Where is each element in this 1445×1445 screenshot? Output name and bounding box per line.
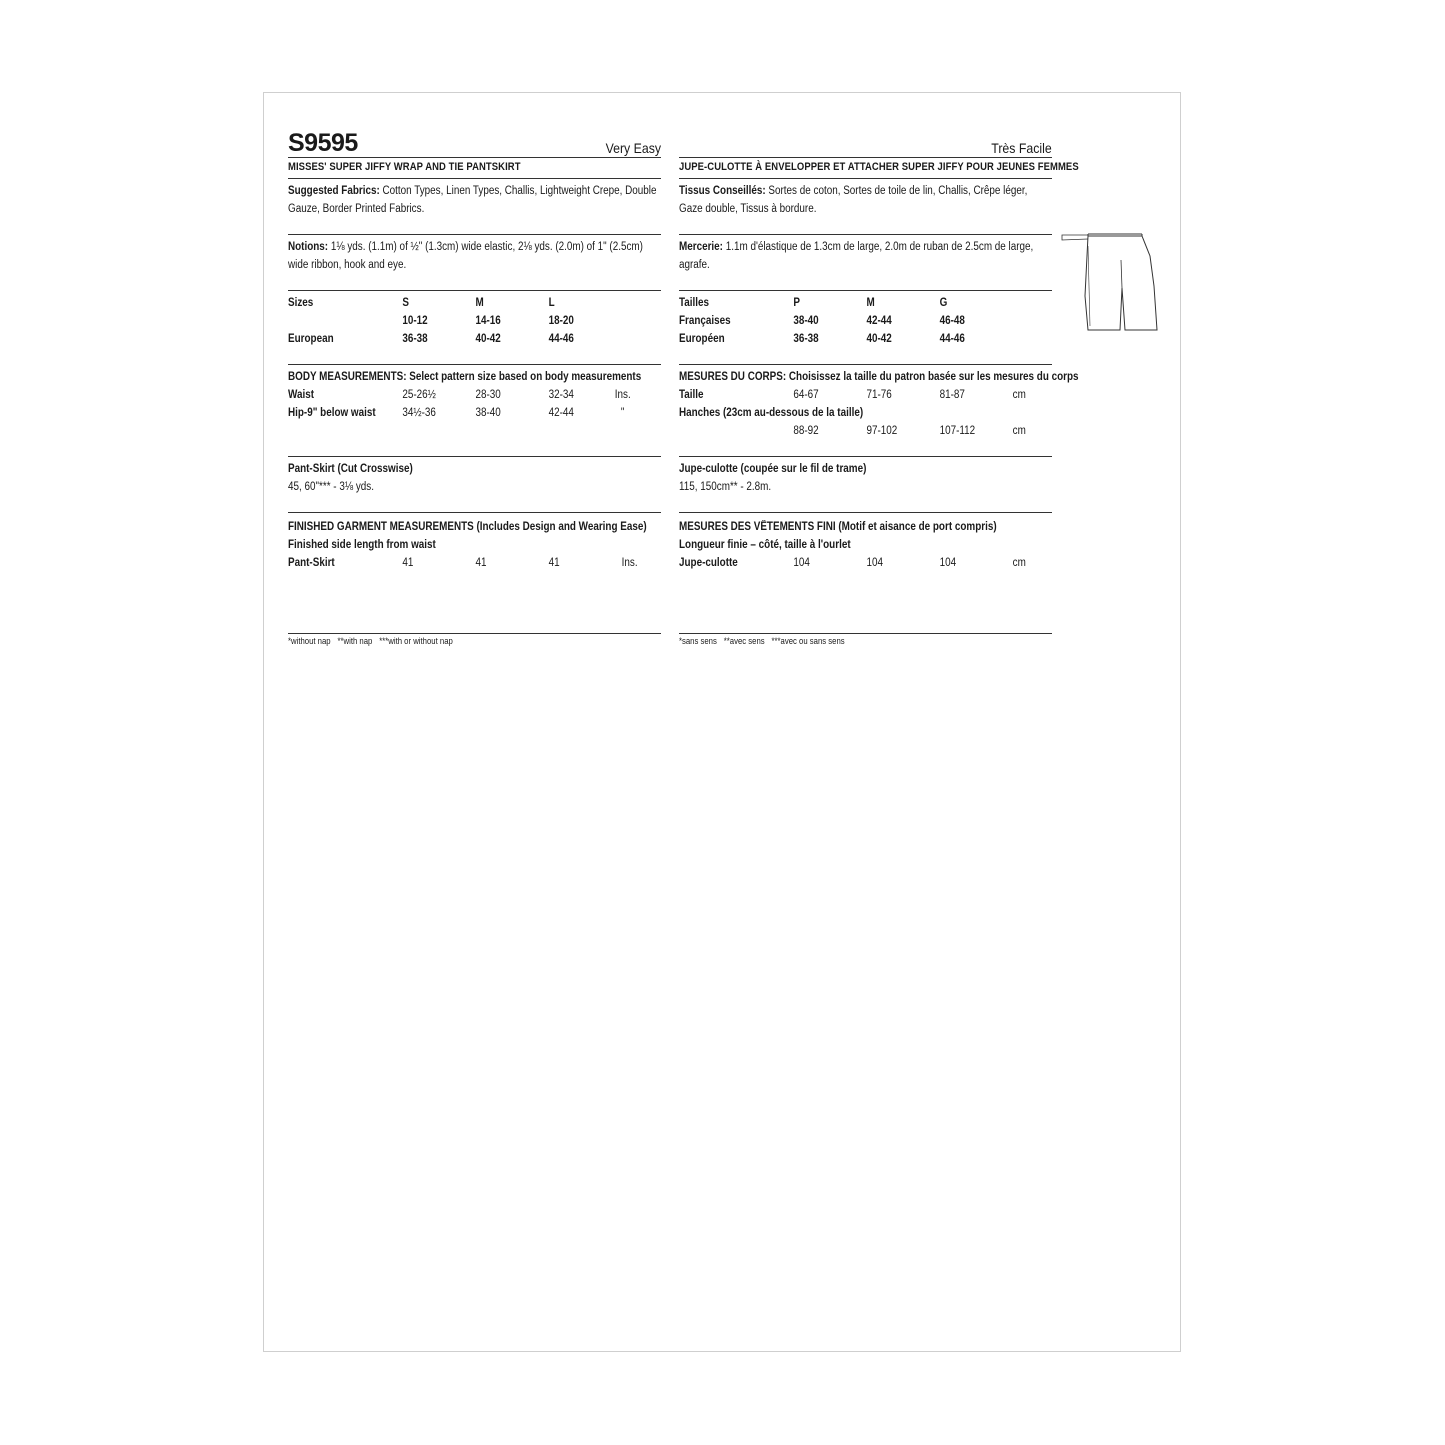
measure-value: 64-67 — [793, 389, 819, 401]
pattern-title: MISSES' SUPER JIFFY WRAP AND TIE PANTSKIRT — [288, 161, 521, 173]
size-value: 14-16 — [475, 315, 501, 327]
measure-value: 41 — [402, 557, 414, 569]
row-label: Hip-9" below waist — [288, 407, 376, 419]
size-s: S — [402, 297, 409, 309]
heading-text: Jupe-culotte (coupée sur le fil de trame) — [679, 463, 867, 475]
notions-text: 1.1m d'élastique de 1.3cm de large, 2.0m de ruban de 2.5cm de large, agrafe. — [679, 241, 1034, 271]
yardage-row — [679, 478, 1052, 496]
heading-text: BODY MEASUREMENTS: Select pattern size based on body measurements — [288, 371, 642, 383]
unit: cm — [1012, 425, 1026, 437]
measure-value: 34½-36 — [402, 407, 436, 419]
unit: Ins. — [621, 557, 638, 569]
pattern-envelope-back — [263, 92, 1181, 1352]
size-m: M — [475, 297, 484, 309]
measure-value: 38-40 — [475, 407, 501, 419]
measure-value: 28-30 — [475, 389, 501, 401]
row-label: Européen — [679, 333, 725, 345]
measure-value: 104 — [939, 557, 957, 569]
size-value: 44-46 — [548, 333, 574, 345]
heading-text: FINISHED GARMENT MEASUREMENTS (Includes Design and Wearing Ease) — [288, 521, 647, 533]
hip-label-row — [679, 404, 1052, 422]
finished-sub — [679, 536, 1052, 554]
unit: Ins. — [614, 389, 631, 401]
measure-value: 25-26½ — [402, 389, 436, 401]
row-label: Hanches (23cm au-dessous de la taille) — [679, 407, 864, 419]
sizes-european-row — [288, 330, 661, 348]
finished-row — [288, 554, 661, 572]
finished-heading — [288, 518, 661, 536]
yardage-text: 45, 60"*** - 3⅛ yds. — [288, 481, 374, 493]
size-value: 42-44 — [866, 315, 892, 327]
measure-value: 81-87 — [939, 389, 965, 401]
fabrics-label: Suggested Fabrics: — [288, 185, 380, 197]
divider — [679, 178, 1052, 179]
measure-value: 41 — [548, 557, 560, 569]
yardage-row — [288, 478, 661, 496]
row-label: European — [288, 333, 334, 345]
measure-value: 32-34 — [548, 389, 574, 401]
size-value: 44-46 — [939, 333, 965, 345]
yardage-heading — [679, 460, 1052, 478]
measure-value: 107-112 — [939, 425, 976, 437]
unit: cm — [1012, 389, 1026, 401]
finished-sub — [288, 536, 661, 554]
sizes-header-row — [288, 294, 661, 312]
sizes-us-row — [288, 312, 661, 330]
sizes-label: Sizes — [288, 297, 314, 309]
divider — [288, 234, 661, 235]
difficulty-level: Très Facile — [991, 140, 1052, 156]
footnote: ***avec ou sans sens — [771, 636, 845, 646]
footnote: *without nap — [288, 636, 331, 646]
row-label: Taille — [679, 389, 704, 401]
divider — [679, 512, 1052, 513]
divider — [679, 456, 1052, 457]
unit: cm — [1012, 557, 1026, 569]
sizes-european-row — [679, 330, 1052, 348]
divider — [288, 364, 661, 365]
fabrics-text: Cotton Types, Linen Types, Challis, Lightweight Crepe, Double Gauze, Border Printed Fabrics. — [288, 185, 657, 215]
notions-label: Mercerie: — [679, 241, 723, 253]
pantskirt-line-drawing-icon — [1060, 226, 1160, 336]
size-m: M — [866, 297, 875, 309]
unit: " — [620, 407, 625, 419]
finished-heading — [679, 518, 1052, 536]
divider — [288, 512, 661, 513]
size-l: L — [548, 297, 555, 309]
measure-value: 71-76 — [866, 389, 892, 401]
footnote: ***with or without nap — [379, 636, 453, 646]
pattern-number: S9595 — [288, 129, 358, 157]
measure-value: 42-44 — [548, 407, 574, 419]
divider — [288, 456, 661, 457]
size-value: 36-38 — [402, 333, 428, 345]
row-label: Françaises — [679, 315, 731, 327]
suggested-fabrics — [288, 182, 661, 218]
finished-row — [679, 554, 1052, 572]
pattern-title: JUPE-CULOTTE À ENVELOPPER ET ATTACHER SUPER JIFFY POUR JEUNES FEMMES — [679, 161, 1079, 173]
size-value: 18-20 — [548, 315, 574, 327]
fabrics-text: Sortes de coton, Sortes de toile de lin, Challis, Crêpe léger, Gaze double, Tissus à bordure. — [679, 185, 1028, 215]
waist-row — [288, 386, 661, 404]
measure-value: 104 — [793, 557, 810, 569]
sizes-header-row — [679, 294, 1052, 312]
footnotes — [288, 635, 661, 647]
sizes-label: Tailles — [679, 297, 710, 309]
fabrics-label: Tissus Conseillés: — [679, 185, 766, 197]
measure-value: 88-92 — [793, 425, 819, 437]
header — [679, 129, 1052, 158]
notions-text: 1⅛ yds. (1.1m) of ½" (1.3cm) wide elastic, 2⅛ yds. (2.0m) of 1" (2.5cm) wide ribbon, hook and eye. — [288, 241, 643, 271]
suggested-fabrics — [679, 182, 1052, 218]
subheading-text: Finished side length from waist — [288, 539, 436, 551]
divider — [288, 290, 661, 291]
size-value: 46-48 — [939, 315, 965, 327]
body-measurements-heading — [679, 368, 1079, 386]
heading-text: MESURES DES VÊTEMENTS FINI (Motif et aisance de port compris) — [679, 521, 997, 533]
row-label: Jupe-culotte — [679, 557, 738, 569]
size-value: 10-12 — [402, 315, 428, 327]
divider — [288, 178, 661, 179]
body-measurements-heading — [288, 368, 661, 386]
size-l: G — [939, 297, 948, 309]
hip-row — [679, 422, 1052, 440]
waist-row — [679, 386, 1052, 404]
notions-label: Notions: — [288, 241, 329, 253]
yardage-heading — [288, 460, 661, 478]
measure-value: 97-102 — [866, 425, 898, 437]
header — [288, 129, 661, 158]
size-value: 36-38 — [793, 333, 819, 345]
difficulty-level: Very Easy — [605, 140, 661, 156]
size-value: 38-40 — [793, 315, 819, 327]
measure-value: 104 — [866, 557, 883, 569]
footnote: **with nap — [337, 636, 373, 646]
sizes-french-row — [679, 312, 1052, 330]
row-label: Waist — [288, 389, 315, 401]
divider — [679, 234, 1052, 235]
notions — [288, 238, 661, 274]
divider — [288, 633, 661, 634]
hip-row — [288, 404, 661, 422]
yardage-text: 115, 150cm** - 2.8m. — [679, 481, 772, 493]
size-value: 40-42 — [866, 333, 892, 345]
row-label: Pant-Skirt — [288, 557, 335, 569]
notions — [679, 238, 1052, 274]
divider — [679, 364, 1052, 365]
size-value: 40-42 — [475, 333, 501, 345]
divider — [679, 633, 1052, 634]
footnotes — [679, 635, 1052, 647]
footnote: *sans sens — [679, 636, 717, 646]
footnote: **avec sens — [723, 636, 765, 646]
heading-text: MESURES DU CORPS: Choisissez la taille du patron basée sur les mesures du corps — [679, 371, 1079, 383]
divider — [679, 290, 1052, 291]
subheading-text: Longueur finie – côté, taille à l'ourlet — [679, 539, 851, 551]
measure-value: 41 — [475, 557, 487, 569]
size-s: P — [793, 297, 800, 309]
heading-text: Pant-Skirt (Cut Crosswise) — [288, 463, 413, 475]
